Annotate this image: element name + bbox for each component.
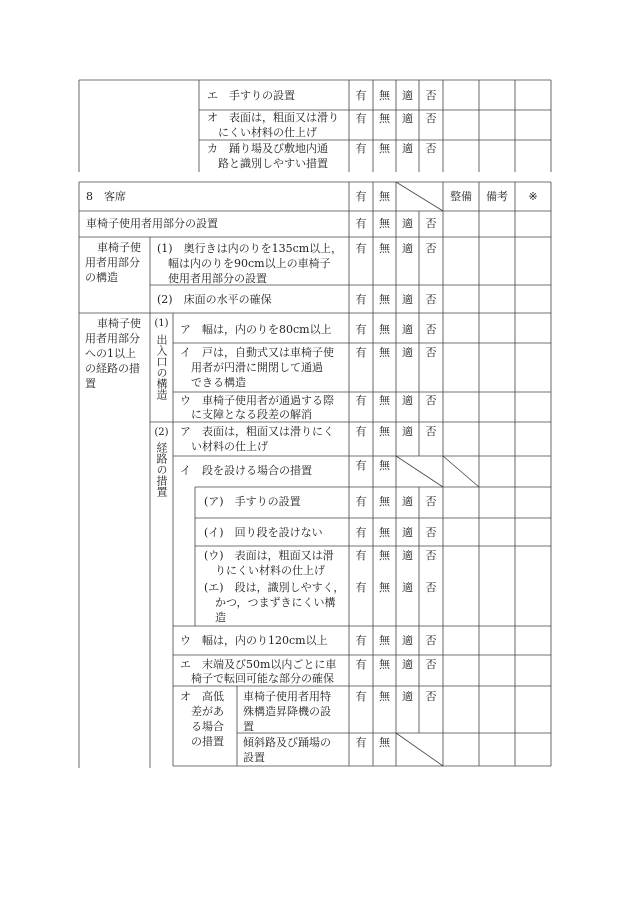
top-o-1: オ 表面は，粗面又は滑り	[207, 111, 339, 124]
opt-no: 無	[379, 293, 390, 306]
sec2-t-2: 差があ	[191, 705, 224, 718]
opt-ok: 適	[402, 112, 413, 125]
sec2-t-1: オ 高低	[180, 690, 224, 703]
opt-yes: 有	[355, 690, 367, 703]
opt-yes: 有	[355, 495, 367, 508]
sec2-label-2: 用者用部分	[85, 332, 140, 345]
opt-ng: 否	[425, 549, 437, 562]
opt-ok: 適	[402, 346, 413, 359]
opt-yes: 有	[355, 190, 367, 203]
opt-no: 無	[379, 425, 390, 438]
sec2-t-4: の措置	[191, 735, 224, 748]
opt-yes: 有	[355, 293, 367, 306]
sec2-qd-1: (エ) 段は，識別しやすく，	[204, 581, 345, 594]
sec2-t1-2: 殊構造昇降機の設	[243, 705, 331, 718]
opt-yes: 有	[355, 425, 367, 438]
opt-ok: 適	[402, 242, 413, 255]
opt-ok: 適	[402, 690, 413, 703]
opt-ok: 適	[402, 526, 413, 539]
opt-ok: 適	[402, 217, 413, 230]
opt-no: 無	[379, 190, 390, 203]
sec2-b-2: 用者が円滑に開閉して通過	[191, 361, 323, 374]
opt-yes: 有	[355, 549, 367, 562]
sec1-i1-2: 幅は内のりを90cm以上の車椅子	[168, 257, 331, 270]
opt-ok: 適	[402, 549, 413, 562]
sec2-n2: (2)	[154, 427, 169, 438]
top-ka-2: 路と識別しやすい措置	[218, 157, 328, 170]
opt-no: 無	[379, 394, 390, 407]
opt-ng: 否	[425, 142, 437, 155]
row-setchi: 車椅子使用者用部分の設置	[86, 217, 218, 230]
opt-ok: 適	[402, 323, 413, 336]
opt-no: 無	[379, 323, 390, 336]
opt-ng: 否	[425, 242, 437, 255]
opt-ng: 否	[425, 425, 437, 438]
opt-ng: 否	[425, 634, 437, 647]
sec1-i2: (2) 床面の水平の確保	[157, 293, 272, 306]
opt-ng: 否	[425, 293, 437, 306]
section-title: 8 客席	[86, 190, 126, 203]
sec2-r: ウ 幅は，内のり120cm以上	[180, 634, 328, 647]
opt-no: 無	[379, 581, 390, 594]
opt-ok: 適	[402, 394, 413, 407]
sec2-t1-1: 車椅子使用者用特	[243, 690, 331, 703]
opt-ng: 否	[425, 112, 437, 125]
opt-ok: 適	[402, 425, 413, 438]
opt-ng: 否	[425, 323, 437, 336]
sec1-label-3: の構造	[85, 271, 118, 284]
sec2-s-2: 椅子で転回可能な部分の確保	[191, 672, 334, 685]
opt-yes: 有	[355, 459, 367, 472]
opt-no: 無	[379, 549, 390, 562]
opt-no: 無	[379, 736, 390, 749]
opt-ok: 適	[402, 634, 413, 647]
opt-yes: 有	[355, 323, 367, 336]
opt-yes: 有	[355, 89, 367, 102]
sec1-label-1: 車椅子使	[97, 241, 141, 254]
sec2-qc-2: りにくい材料の仕上げ	[215, 564, 325, 577]
opt-ok: 適	[402, 142, 413, 155]
opt-ng: 否	[425, 526, 437, 539]
sec2-b-1: イ 戸は，自動式又は車椅子使	[180, 346, 334, 359]
opt-no: 無	[379, 459, 390, 472]
opt-ok: 適	[402, 658, 413, 671]
sec2-t1-3: 置	[243, 720, 254, 733]
opt-ok: 適	[402, 89, 413, 102]
sec2-qc-1: (ウ) 表面は，粗面又は滑	[204, 549, 334, 562]
sec2-c-2: に支障となる段差の解消	[191, 408, 312, 421]
sec2-p-2: い材料の仕上げ	[191, 440, 268, 453]
opt-ng: 否	[425, 89, 437, 102]
opt-no: 無	[379, 495, 390, 508]
sec2-t2-1: 傾斜路及び踊場の	[243, 736, 331, 749]
sec2-q: イ 段を設ける場合の措置	[180, 464, 312, 477]
opt-yes: 有	[355, 526, 367, 539]
sec1-i1-1: (1) 奥行きは内のりを135cm以上，	[157, 242, 343, 255]
sec2-label-1: 車椅子使	[97, 317, 141, 330]
opt-yes: 有	[355, 242, 367, 255]
opt-no: 無	[379, 112, 390, 125]
opt-no: 無	[379, 142, 390, 155]
opt-no: 無	[379, 89, 390, 102]
top-o-2: にくい材料の仕上げ	[218, 126, 317, 139]
opt-yes: 有	[355, 394, 367, 407]
opt-ng: 否	[425, 394, 437, 407]
opt-yes: 有	[355, 142, 367, 155]
opt-no: 無	[379, 217, 390, 230]
sec2-qb: (イ) 回り段を設けない	[204, 526, 323, 539]
opt-yes: 有	[355, 634, 367, 647]
top-ka-1: カ 踊り場及び敷地内通	[207, 142, 328, 155]
header-biko: 備考	[486, 190, 508, 203]
opt-ng: 否	[425, 346, 437, 359]
sec1-label-2: 用者用部分	[85, 256, 140, 269]
opt-no: 無	[379, 690, 390, 703]
opt-ok: 適	[402, 495, 413, 508]
sec2-qd-3: 造	[215, 611, 226, 624]
sec2-qa: (ア) 手すりの設置	[204, 495, 301, 508]
sec2-t2-2: 設置	[243, 751, 265, 764]
opt-yes: 有	[355, 736, 367, 749]
opt-no: 無	[379, 242, 390, 255]
sec2-c-1: ウ 車椅子使用者が通過する際	[180, 394, 334, 407]
opt-yes: 有	[355, 346, 367, 359]
sec2-b-3: できる構造	[191, 376, 246, 389]
sec2-label-5: 置	[85, 377, 96, 390]
sec2-p-1: ア 表面は，粗面又は滑りにく	[180, 425, 334, 438]
top-e: エ 手すりの設置	[207, 89, 295, 102]
header-mark: ※	[528, 190, 538, 203]
sec2-s-1: エ 末端及び50m以内ごとに車	[180, 658, 337, 671]
opt-ng: 否	[425, 217, 437, 230]
sec2-label-4: の経路の措	[85, 362, 140, 375]
sec2-label-3: への1以上	[85, 347, 136, 360]
sec1-i1-3: 使用者用部分の設置	[168, 272, 267, 285]
sec2-a: ア 幅は，内のりを80cm以上	[180, 323, 332, 336]
opt-yes: 有	[355, 658, 367, 671]
sec2-t-3: る場合	[191, 720, 224, 733]
opt-no: 無	[379, 634, 390, 647]
opt-ng: 否	[425, 581, 437, 594]
opt-no: 無	[379, 658, 390, 671]
opt-ok: 適	[402, 293, 413, 306]
opt-no: 無	[379, 346, 390, 359]
opt-ng: 否	[425, 658, 437, 671]
header-seibi: 整備	[450, 190, 472, 203]
sec2-n2-vertical: 経路の措置	[155, 442, 168, 497]
opt-yes: 有	[355, 112, 367, 125]
opt-ng: 否	[425, 495, 437, 508]
opt-no: 無	[379, 526, 390, 539]
opt-ok: 適	[402, 581, 413, 594]
sec2-n1-vertical: 出入口の構造	[155, 334, 168, 400]
opt-yes: 有	[355, 581, 367, 594]
opt-yes: 有	[355, 217, 367, 230]
sec2-n1: (1)	[154, 318, 169, 329]
opt-ng: 否	[425, 690, 437, 703]
sec2-qd-2: かつ，つまずきにくい構	[215, 596, 336, 609]
